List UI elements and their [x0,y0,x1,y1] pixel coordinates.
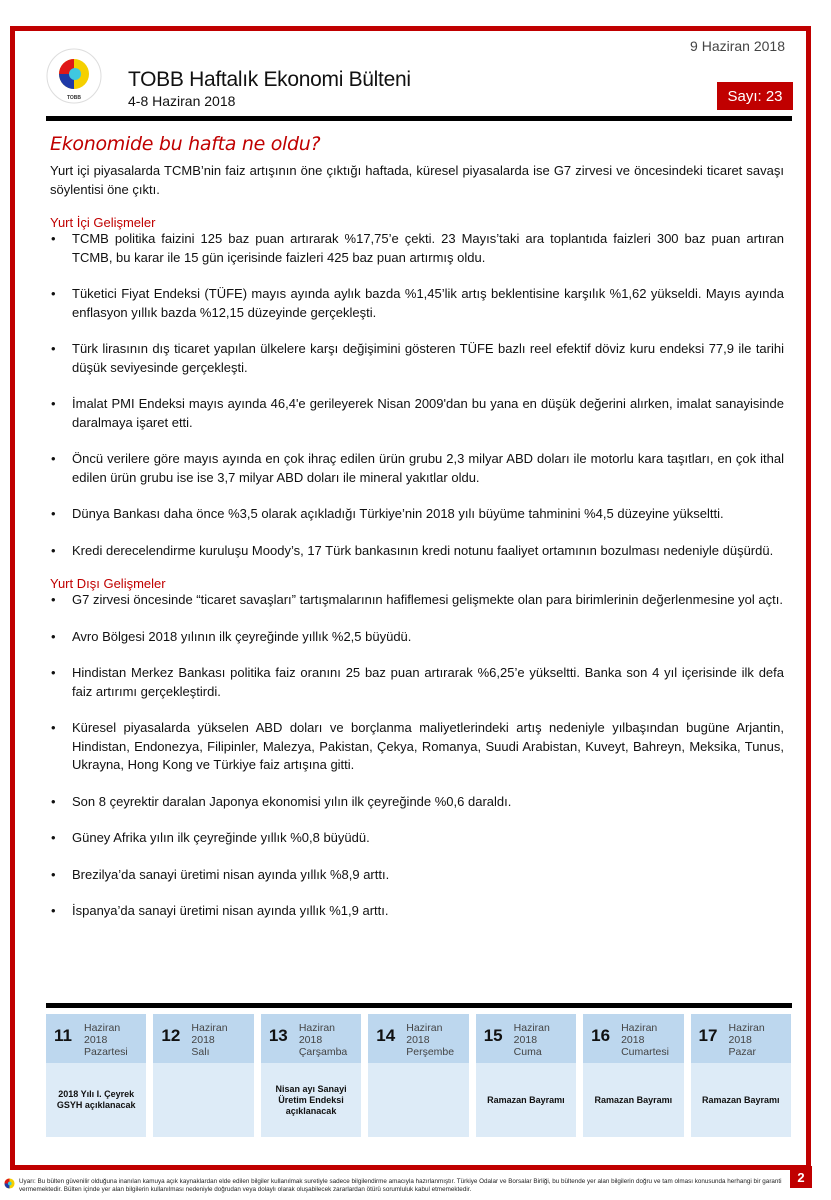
foreign-list [50,591,784,921]
calendar-day [583,1014,683,1137]
day-event: 2018 Yılı I. Çeyrek GSYH açıklanacak [46,1063,146,1137]
day-month: Haziran 2018 [406,1022,443,1046]
calendar-day [261,1014,361,1137]
day-number: 11 [54,1026,72,1045]
bullet-icon: • [51,506,56,521]
day-event [368,1063,468,1137]
list-item: • Kredi derecelendirme kuruluşu Moody’s, 17 Türk bankasının kredi notunu faaliyet ortamının bozulması nedeniyle düşürdü. [50,542,784,561]
tobb-logo-icon [46,48,102,104]
bullet-icon: • [51,903,56,918]
bullet-icon: • [51,793,56,809]
day-weekday: Çarşamba [298,1046,348,1058]
list-item: • İmalat PMI Endeksi mayıs ayında 46,4'e gerileyerek Nisan 2009'dan bu yana en düşük değerini alırken, imalat sanayisinde daralmaya işaret etti. [51,396,784,430]
day-event: Ramazan Bayramı [691,1063,791,1137]
bullet-icon: • [51,341,56,356]
day-weekday: Salı [191,1046,210,1058]
bullet-icon: • [51,665,56,680]
day-number: 17 [698,1026,718,1045]
bullet-icon: • [51,542,56,558]
day-month: Haziran 2018 [621,1022,658,1046]
issue-badge: Sayı: 23 [717,82,793,110]
day-month: Haziran 2018 [83,1022,121,1046]
day-month: Haziran 2018 [728,1022,765,1046]
bullet-icon: • [51,231,56,246]
list-item: • TCMB politika faizini 125 baz puan artırarak %17,75’e çekti. 23 Mayıs’taki ara toplantıda faizleri 300 baz puan artıran TCMB, bu karar ile 15 gün içerisinde faizleri 425 baz puan artırmış oldu. [51,231,784,265]
list-item: • Avro Bölgesi 2018 yılının ilk çeyreğinde yıllık %2,5 büyüdü. [50,628,784,647]
calendar-day [476,1014,576,1137]
calendar-day [368,1014,468,1137]
page-headline: Ekonomide bu hafta ne oldu? [50,133,321,155]
header-divider [46,116,792,121]
bullet-icon: • [51,866,56,882]
day-weekday: Perşembe [406,1046,455,1058]
day-event: Ramazan Bayramı [476,1063,576,1137]
calendar-divider [46,1003,792,1008]
bullet-icon: • [51,628,56,644]
day-number: 14 [376,1026,396,1045]
day-number: 13 [268,1026,288,1045]
section-title-foreign: Yurt Dışı Gelişmeler [50,576,166,591]
bullet-icon: • [51,720,56,735]
list-item: • Tüketici Fiyat Endeksi (TÜFE) mayıs ayında aylık bazda %1,45’lik artış beklentisine karşılık %1,62 yükseldi. Mayıs ayında enflasyon yıllık bazda %12,15 düzeyinde gerçekleşti. [51,286,784,320]
day-weekday: Pazartesi [83,1046,128,1058]
day-number: 16 [591,1026,611,1045]
list-item: • Brezilya’da sanayi üretimi nisan ayında yıllık %8,9 arttı. [50,866,784,885]
bullet-icon: • [51,286,56,301]
intro-paragraph: Yurt içi piyasalarda TCMB’nin faiz artışının öne çıktığı haftada, küresel piyasalarda ise G7 zirvesi ve öncesindeki ticaret savaşı söylentisi öne çıktı. [50,163,784,197]
day-weekday: Cumartesi [621,1046,669,1058]
day-month: Haziran 2018 [298,1022,336,1046]
tobb-mini-logo-icon [4,1178,15,1189]
main-content [50,133,784,939]
calendar-day [46,1014,146,1137]
domestic-list [50,230,784,560]
list-item: • Son 8 çeyrektir daralan Japonya ekonomisi yılın ilk çeyreğinde %0,6 daraldı. [50,793,784,812]
list-item: • G7 zirvesi öncesinde “ticaret savaşları” tartışmalarının hafiflemesi gelişmekte olan para birimlerinin değerlenmesine yol açtı. [50,591,784,610]
bullet-icon: • [51,592,56,607]
day-event: Nisan ayı Sanayi Üretim Endeksi açıklanacak [261,1063,361,1137]
section-title-domestic: Yurt İçi Gelişmeler [50,215,156,230]
bullet-icon: • [51,830,56,845]
list-item: • Güney Afrika yılın ilk çeyreğinde yıllık %0,8 büyüdü. [50,829,784,848]
logo-text: TOBB [66,95,82,101]
day-month: Haziran 2018 [513,1022,550,1046]
day-event: Ramazan Bayramı [583,1063,683,1137]
day-number: 15 [483,1026,503,1045]
list-item: • Hindistan Merkez Bankası politika faiz oranını 25 baz puan artırarak %6,25’e yükseltti. Banka son 4 yıl içerisinde ilk defa faiz artırımı gerçekleştirdi. [51,665,784,699]
list-item: • Küresel piyasalarda yükselen ABD doları ve borçlanma maliyetlerindeki artış nedeniyle yılbaşından bugüne Arjantin, Hindistan, Endonezya, Filipinler, Malezya, Pakistan, Çekya, Romanya, Suudi Arabistan, Kuveyt, Bahreyn, Meksika, Tunus, Ukrayna, Hong Kong ve Türkiye faiz artışına gitti. [51,720,784,772]
disclaimer-footer [4,1178,784,1194]
weekly-calendar [46,1014,791,1137]
publish-date: 9 Haziran 2018 [690,38,785,54]
list-item: • Türk lirasının dış ticaret yapılan ülkelere karşı değişimini gösteren TÜFE bazlı reel efektif döviz kuru endeksi 77,9 ile tarihi düşük seviyesinde gerçekleşti. [51,341,784,375]
page-number: 2 [790,1166,812,1188]
bullet-icon: • [51,396,56,411]
list-item: • İspanya’da sanayi üretimi nisan ayında yıllık %1,9 arttı. [50,902,784,921]
day-month: Haziran 2018 [191,1022,228,1046]
day-event [153,1063,253,1137]
bulletin-title: TOBB Haftalık Ekonomi Bülteni [128,68,411,91]
bulletin-week: 4-8 Haziran 2018 [128,93,236,109]
list-item: • Öncü verilere göre mayıs ayında en çok ihraç edilen ürün grubu 2,3 milyar ABD doları ile motorlu kara taşıtları, en çok ithal edilen ürün grubu ise ise 3,7 milyar ABD doları ile mineral yakıtlar oldu. [51,451,784,485]
bullet-icon: • [51,451,56,466]
calendar-day [691,1014,791,1137]
calendar-day [153,1014,253,1137]
list-item: • Dünya Bankası daha önce %3,5 olarak açıkladığı Türkiye’nin 2018 yılı büyüme tahminini %4,5 düzeyine yükseltti. [50,505,784,524]
disclaimer-text: Uyarı: Bu bülten güvenilir olduğuna inanılan kamuya açık kaynaklardan elde edilen bilgiler kullanılmak suretiyle sadece bilgilendirme amacıyla hazırlanmıştır. Türkiye Odalar ve Borsalar Birliği, bu bültende yer alan bilgilerin doğru ve tam olması konusunda herhangi bir garanti vermemektedir. Bülten içinde yer alan bilgilerin kullanılması nedeniyle doğrudan veya dolaylı olarak oluşabilecek zararlardan ötürü sorumluluk kabul etmemektedir. [19,1178,782,1193]
day-weekday: Cuma [513,1046,542,1058]
day-weekday: Pazar [728,1046,756,1058]
day-number: 12 [161,1026,181,1045]
